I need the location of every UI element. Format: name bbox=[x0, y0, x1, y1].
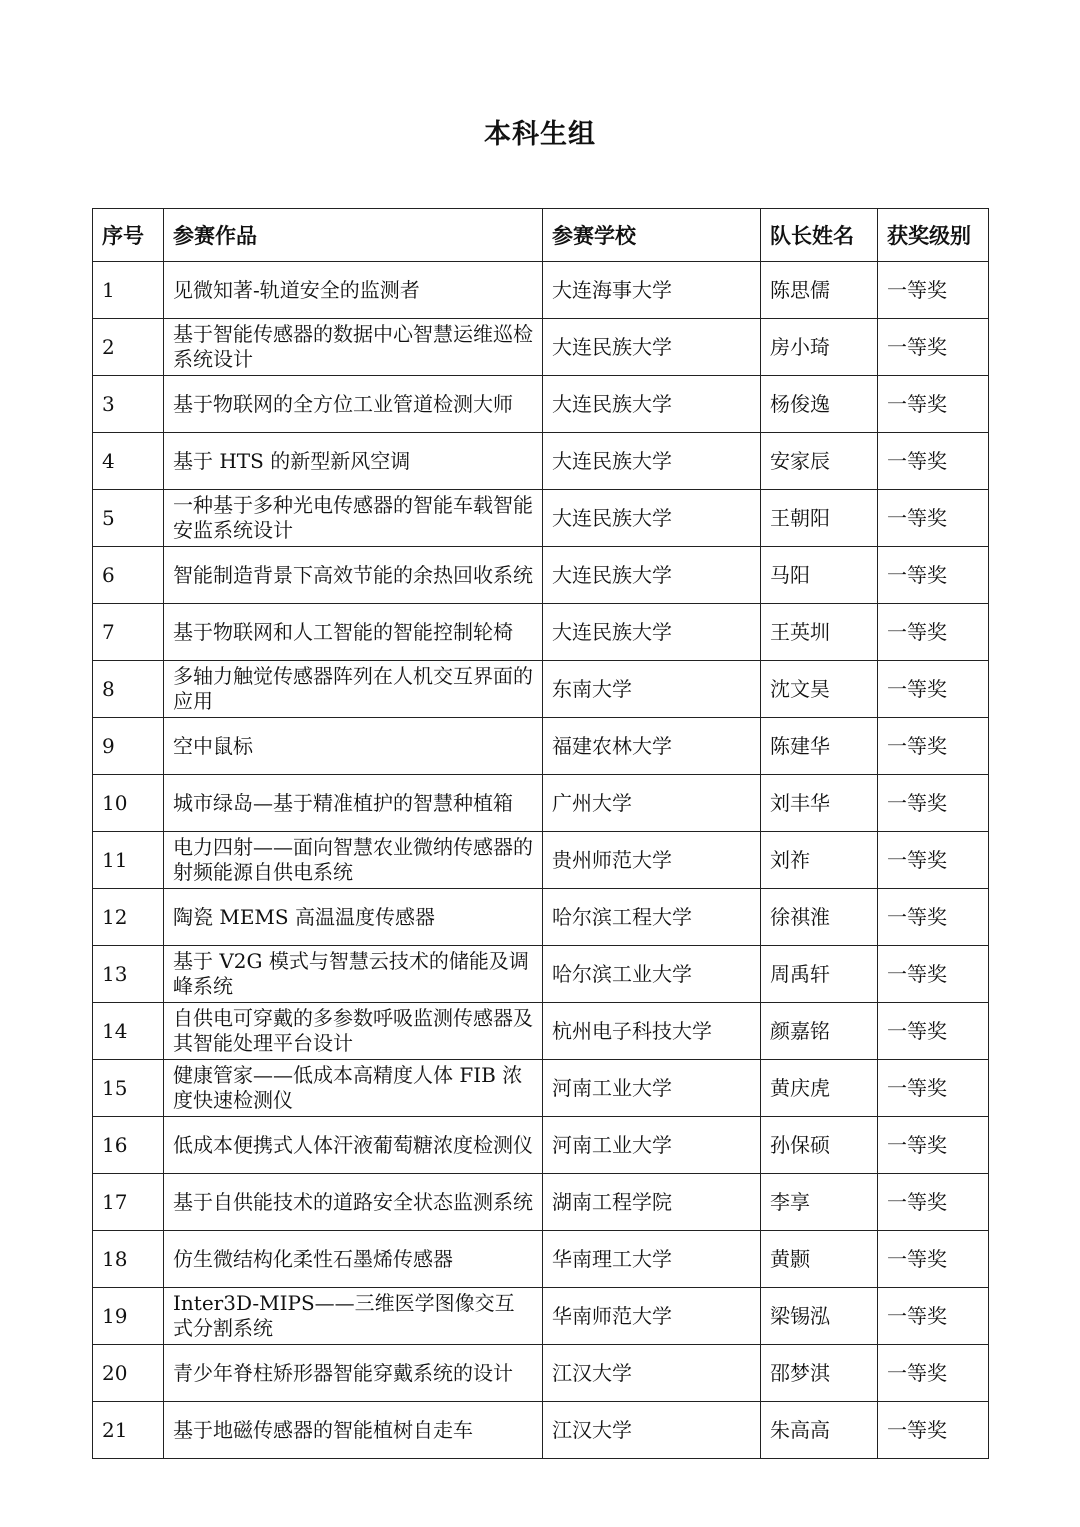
cell-work: 基于 HTS 的新型新风空调 bbox=[164, 433, 543, 490]
cell-index: 7 bbox=[93, 604, 164, 661]
cell-award: 一等奖 bbox=[878, 718, 989, 775]
cell-school: 大连民族大学 bbox=[543, 490, 761, 547]
cell-captain: 梁锡泓 bbox=[761, 1288, 878, 1345]
table-row bbox=[93, 1402, 989, 1459]
cell-school: 大连民族大学 bbox=[543, 433, 761, 490]
cell-award: 一等奖 bbox=[878, 1003, 989, 1060]
cell-captain: 王朝阳 bbox=[761, 490, 878, 547]
cell-captain: 黄庆虎 bbox=[761, 1060, 878, 1117]
cell-work: 基于 V2G 模式与智慧云技术的储能及调峰系统 bbox=[164, 946, 543, 1003]
cell-school: 河南工业大学 bbox=[543, 1060, 761, 1117]
table-row bbox=[93, 1231, 989, 1288]
cell-work: 仿生微结构化柔性石墨烯传感器 bbox=[164, 1231, 543, 1288]
cell-work: 智能制造背景下高效节能的余热回收系统 bbox=[164, 547, 543, 604]
table-row bbox=[93, 1174, 989, 1231]
cell-work: 多轴力触觉传感器阵列在人机交互界面的应用 bbox=[164, 661, 543, 718]
cell-work: 基于物联网和人工智能的智能控制轮椅 bbox=[164, 604, 543, 661]
table-row bbox=[93, 1003, 989, 1060]
table-row bbox=[93, 1117, 989, 1174]
cell-school: 贵州师范大学 bbox=[543, 832, 761, 889]
cell-index: 14 bbox=[93, 1003, 164, 1060]
cell-school: 江汉大学 bbox=[543, 1402, 761, 1459]
cell-work: 空中鼠标 bbox=[164, 718, 543, 775]
cell-award: 一等奖 bbox=[878, 262, 989, 319]
cell-index: 1 bbox=[93, 262, 164, 319]
cell-award: 一等奖 bbox=[878, 1174, 989, 1231]
cell-award: 一等奖 bbox=[878, 433, 989, 490]
cell-captain: 陈建华 bbox=[761, 718, 878, 775]
cell-captain: 孙保硕 bbox=[761, 1117, 878, 1174]
awards-table bbox=[92, 208, 989, 1459]
cell-school: 哈尔滨工程大学 bbox=[543, 889, 761, 946]
cell-award: 一等奖 bbox=[878, 946, 989, 1003]
cell-work: 电力四射——面向智慧农业微纳传感器的射频能源自供电系统 bbox=[164, 832, 543, 889]
cell-award: 一等奖 bbox=[878, 832, 989, 889]
table-header-row bbox=[93, 209, 989, 262]
cell-captain: 王英圳 bbox=[761, 604, 878, 661]
table-row bbox=[93, 604, 989, 661]
cell-work: 基于自供能技术的道路安全状态监测系统 bbox=[164, 1174, 543, 1231]
table-row bbox=[93, 1345, 989, 1402]
cell-work: 一种基于多种光电传感器的智能车载智能安监系统设计 bbox=[164, 490, 543, 547]
cell-school: 江汉大学 bbox=[543, 1345, 761, 1402]
cell-award: 一等奖 bbox=[878, 1060, 989, 1117]
table-row bbox=[93, 832, 989, 889]
cell-captain: 邵梦淇 bbox=[761, 1345, 878, 1402]
cell-index: 12 bbox=[93, 889, 164, 946]
header-award: 获奖级别 bbox=[878, 209, 989, 262]
table-row bbox=[93, 547, 989, 604]
table-row bbox=[93, 718, 989, 775]
table-row bbox=[93, 946, 989, 1003]
cell-work: 健康管家——低成本高精度人体 FIB 浓度快速检测仪 bbox=[164, 1060, 543, 1117]
cell-index: 20 bbox=[93, 1345, 164, 1402]
cell-school: 大连民族大学 bbox=[543, 604, 761, 661]
cell-captain: 安家辰 bbox=[761, 433, 878, 490]
cell-award: 一等奖 bbox=[878, 376, 989, 433]
cell-award: 一等奖 bbox=[878, 1288, 989, 1345]
cell-school: 广州大学 bbox=[543, 775, 761, 832]
cell-school: 湖南工程学院 bbox=[543, 1174, 761, 1231]
cell-captain: 李享 bbox=[761, 1174, 878, 1231]
cell-index: 11 bbox=[93, 832, 164, 889]
cell-work: 见微知著-轨道安全的监测者 bbox=[164, 262, 543, 319]
cell-award: 一等奖 bbox=[878, 319, 989, 376]
header-index: 序号 bbox=[93, 209, 164, 262]
cell-work: 低成本便携式人体汗液葡萄糖浓度检测仪 bbox=[164, 1117, 543, 1174]
cell-school: 杭州电子科技大学 bbox=[543, 1003, 761, 1060]
cell-work: 陶瓷 MEMS 高温温度传感器 bbox=[164, 889, 543, 946]
cell-captain: 杨俊逸 bbox=[761, 376, 878, 433]
cell-work: 基于物联网的全方位工业管道检测大师 bbox=[164, 376, 543, 433]
cell-work: 城市绿岛—基于精准植护的智慧种植箱 bbox=[164, 775, 543, 832]
cell-award: 一等奖 bbox=[878, 775, 989, 832]
cell-captain: 颜嘉铭 bbox=[761, 1003, 878, 1060]
cell-school: 大连民族大学 bbox=[543, 376, 761, 433]
cell-captain: 徐祺淮 bbox=[761, 889, 878, 946]
cell-work: 基于地磁传感器的智能植树自走车 bbox=[164, 1402, 543, 1459]
table-row bbox=[93, 1288, 989, 1345]
header-work: 参赛作品 bbox=[164, 209, 543, 262]
cell-work: 自供电可穿戴的多参数呼吸监测传感器及其智能处理平台设计 bbox=[164, 1003, 543, 1060]
table-row bbox=[93, 889, 989, 946]
cell-index: 21 bbox=[93, 1402, 164, 1459]
cell-captain: 房小琦 bbox=[761, 319, 878, 376]
cell-index: 19 bbox=[93, 1288, 164, 1345]
cell-school: 哈尔滨工业大学 bbox=[543, 946, 761, 1003]
cell-award: 一等奖 bbox=[878, 1345, 989, 1402]
cell-index: 8 bbox=[93, 661, 164, 718]
cell-work: 青少年脊柱矫形器智能穿戴系统的设计 bbox=[164, 1345, 543, 1402]
header-captain: 队长姓名 bbox=[761, 209, 878, 262]
cell-school: 河南工业大学 bbox=[543, 1117, 761, 1174]
cell-captain: 刘丰华 bbox=[761, 775, 878, 832]
table-row bbox=[93, 262, 989, 319]
cell-index: 9 bbox=[93, 718, 164, 775]
cell-award: 一等奖 bbox=[878, 661, 989, 718]
cell-index: 16 bbox=[93, 1117, 164, 1174]
cell-index: 2 bbox=[93, 319, 164, 376]
cell-award: 一等奖 bbox=[878, 889, 989, 946]
table-row bbox=[93, 1060, 989, 1117]
cell-captain: 马阳 bbox=[761, 547, 878, 604]
cell-award: 一等奖 bbox=[878, 490, 989, 547]
cell-school: 大连海事大学 bbox=[543, 262, 761, 319]
cell-index: 15 bbox=[93, 1060, 164, 1117]
cell-index: 5 bbox=[93, 490, 164, 547]
cell-index: 17 bbox=[93, 1174, 164, 1231]
table-row bbox=[93, 775, 989, 832]
cell-captain: 陈思儒 bbox=[761, 262, 878, 319]
cell-award: 一等奖 bbox=[878, 1231, 989, 1288]
cell-school: 大连民族大学 bbox=[543, 319, 761, 376]
cell-index: 18 bbox=[93, 1231, 164, 1288]
cell-captain: 周禹轩 bbox=[761, 946, 878, 1003]
table-row bbox=[93, 433, 989, 490]
cell-work: Inter3D-MIPS——三维医学图像交互式分割系统 bbox=[164, 1288, 543, 1345]
cell-index: 13 bbox=[93, 946, 164, 1003]
cell-school: 华南师范大学 bbox=[543, 1288, 761, 1345]
table-row bbox=[93, 319, 989, 376]
cell-captain: 沈文昊 bbox=[761, 661, 878, 718]
cell-index: 10 bbox=[93, 775, 164, 832]
cell-captain: 朱高高 bbox=[761, 1402, 878, 1459]
cell-award: 一等奖 bbox=[878, 1117, 989, 1174]
cell-school: 东南大学 bbox=[543, 661, 761, 718]
cell-work: 基于智能传感器的数据中心智慧运维巡检系统设计 bbox=[164, 319, 543, 376]
cell-index: 6 bbox=[93, 547, 164, 604]
cell-school: 大连民族大学 bbox=[543, 547, 761, 604]
cell-school: 福建农林大学 bbox=[543, 718, 761, 775]
cell-captain: 黄颢 bbox=[761, 1231, 878, 1288]
cell-award: 一等奖 bbox=[878, 547, 989, 604]
header-school: 参赛学校 bbox=[543, 209, 761, 262]
cell-index: 3 bbox=[93, 376, 164, 433]
table-row bbox=[93, 376, 989, 433]
cell-award: 一等奖 bbox=[878, 1402, 989, 1459]
table-row bbox=[93, 490, 989, 547]
cell-school: 华南理工大学 bbox=[543, 1231, 761, 1288]
page-title: 本科生组 bbox=[484, 119, 596, 150]
table-row bbox=[93, 661, 989, 718]
cell-index: 4 bbox=[93, 433, 164, 490]
cell-captain: 刘祚 bbox=[761, 832, 878, 889]
cell-award: 一等奖 bbox=[878, 604, 989, 661]
